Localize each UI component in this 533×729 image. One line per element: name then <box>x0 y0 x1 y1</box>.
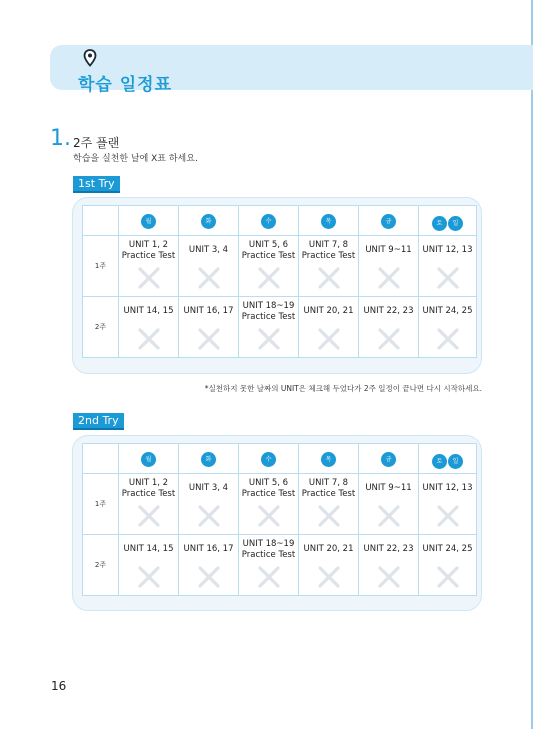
day-header <box>299 206 359 236</box>
day-badge: 화 <box>201 214 216 229</box>
unit-label: UNIT 7, 8 <box>308 477 349 488</box>
day-header <box>299 444 359 474</box>
x-mark-icon <box>137 266 161 290</box>
corner-cell <box>83 444 119 474</box>
page-number: 16 <box>51 679 67 693</box>
unit-label: Practice Test <box>241 250 296 261</box>
day-badge: 화 <box>201 452 216 467</box>
x-mark-icon <box>257 327 281 351</box>
header-row <box>83 206 477 236</box>
schedule-cell[interactable] <box>419 474 477 535</box>
x-mark-icon <box>317 565 341 589</box>
schedule-cell[interactable] <box>179 535 239 596</box>
unit-label: Practice Test <box>121 488 176 499</box>
schedule-cell[interactable] <box>299 297 359 358</box>
schedule-cell[interactable] <box>299 474 359 535</box>
unit-label: UNIT 22, 23 <box>363 306 414 316</box>
x-mark-icon <box>137 327 161 351</box>
unit-label: UNIT 14, 15 <box>123 544 174 554</box>
unit-label: Practice Test <box>301 250 356 261</box>
week-label: 1주 <box>83 474 119 535</box>
day-header <box>179 444 239 474</box>
day-header <box>119 444 179 474</box>
unit-label: UNIT 9~11 <box>365 483 412 493</box>
x-mark-icon <box>257 565 281 589</box>
day-badge: 목 <box>321 452 336 467</box>
unit-label: UNIT 16, 17 <box>183 306 234 316</box>
schedule-cell[interactable] <box>359 236 419 297</box>
x-mark-icon <box>317 266 341 290</box>
unit-label: UNIT 18~19 <box>242 300 295 311</box>
unit-label: UNIT 20, 21 <box>303 306 354 316</box>
x-mark-icon <box>257 266 281 290</box>
day-badge: 월 <box>141 452 156 467</box>
note-text: *실천하지 못한 날짜의 UNIT은 체크해 두었다가 2주 일정이 끝나면 다시 시작하세요. <box>204 384 482 393</box>
week-label: 2주 <box>83 297 119 358</box>
header-row <box>83 444 477 474</box>
unit-label: UNIT 12, 13 <box>422 483 473 493</box>
unit-label: UNIT 20, 21 <box>303 544 354 554</box>
x-mark-icon <box>257 504 281 528</box>
day-header-weekend <box>419 206 477 236</box>
schedule-cell[interactable] <box>179 474 239 535</box>
unit-label: UNIT 18~19 <box>242 538 295 549</box>
schedule-cell[interactable] <box>239 236 299 297</box>
unit-label: UNIT 24, 25 <box>422 544 473 554</box>
page-title: 학습 일정표 <box>78 75 173 95</box>
day-header <box>239 444 299 474</box>
week-row <box>83 535 477 596</box>
x-mark-icon <box>377 327 401 351</box>
unit-label: UNIT 5, 6 <box>248 239 289 250</box>
schedule-table-1 <box>82 205 477 358</box>
day-badge: 목 <box>321 214 336 229</box>
unit-label: UNIT 5, 6 <box>248 477 289 488</box>
day-badge: 일 <box>448 454 463 469</box>
schedule-cell[interactable] <box>119 236 179 297</box>
day-badge: 수 <box>261 214 276 229</box>
unit-label: UNIT 9~11 <box>365 245 412 255</box>
unit-label: Practice Test <box>241 549 296 560</box>
try-badge-2: 2nd Try <box>73 413 124 430</box>
unit-label: UNIT 24, 25 <box>422 306 473 316</box>
schedule-cell[interactable] <box>239 474 299 535</box>
x-mark-icon <box>197 504 221 528</box>
schedule-cell[interactable] <box>299 236 359 297</box>
schedule-cell[interactable] <box>119 474 179 535</box>
section-number: 1. <box>50 126 71 151</box>
day-header <box>359 206 419 236</box>
unit-label: UNIT 16, 17 <box>183 544 234 554</box>
x-mark-icon <box>197 327 221 351</box>
schedule-cell[interactable] <box>239 297 299 358</box>
unit-label: UNIT 1, 2 <box>128 239 169 250</box>
location-pin-icon <box>83 49 97 67</box>
day-badge: 토 <box>432 454 447 469</box>
schedule-table-2 <box>82 443 477 596</box>
day-badge: 금 <box>381 452 396 467</box>
schedule-cell[interactable] <box>419 236 477 297</box>
unit-label: Practice Test <box>301 488 356 499</box>
unit-label: UNIT 12, 13 <box>422 245 473 255</box>
schedule-card-1 <box>72 197 482 374</box>
unit-label: UNIT 7, 8 <box>308 239 349 250</box>
x-mark-icon <box>436 504 460 528</box>
day-header <box>179 206 239 236</box>
day-badge: 수 <box>261 452 276 467</box>
schedule-cell[interactable] <box>179 236 239 297</box>
day-header <box>119 206 179 236</box>
schedule-cell[interactable] <box>359 535 419 596</box>
x-mark-icon <box>436 327 460 351</box>
section-title: 2주 플랜 <box>73 136 120 150</box>
week-row <box>83 236 477 297</box>
unit-label: UNIT 22, 23 <box>363 544 414 554</box>
unit-label: Practice Test <box>241 488 296 499</box>
unit-label: UNIT 3, 4 <box>188 245 229 255</box>
day-badge: 월 <box>141 214 156 229</box>
x-mark-icon <box>317 327 341 351</box>
week-row <box>83 474 477 535</box>
schedule-cell[interactable] <box>239 535 299 596</box>
unit-label: UNIT 14, 15 <box>123 306 174 316</box>
schedule-cell[interactable] <box>359 474 419 535</box>
corner-cell <box>83 206 119 236</box>
week-label: 2주 <box>83 535 119 596</box>
x-mark-icon <box>436 565 460 589</box>
x-mark-icon <box>197 266 221 290</box>
week-row <box>83 297 477 358</box>
section-description: 학습을 실천한 날에 X표 하세요. <box>73 154 198 164</box>
unit-label: Practice Test <box>241 311 296 322</box>
schedule-cell[interactable] <box>419 535 477 596</box>
schedule-cell[interactable] <box>419 297 477 358</box>
x-mark-icon <box>137 565 161 589</box>
x-mark-icon <box>377 565 401 589</box>
day-header-weekend <box>419 444 477 474</box>
schedule-card-2 <box>72 435 482 611</box>
schedule-cell[interactable] <box>119 535 179 596</box>
try-badge-1: 1st Try <box>73 176 120 193</box>
unit-label: UNIT 1, 2 <box>128 477 169 488</box>
x-mark-icon <box>377 266 401 290</box>
day-header <box>239 206 299 236</box>
day-badge: 금 <box>381 214 396 229</box>
schedule-cell[interactable] <box>119 297 179 358</box>
x-mark-icon <box>137 504 161 528</box>
schedule-cell[interactable] <box>179 297 239 358</box>
x-mark-icon <box>377 504 401 528</box>
week-label: 1주 <box>83 236 119 297</box>
schedule-cell[interactable] <box>359 297 419 358</box>
unit-label: Practice Test <box>121 250 176 261</box>
day-badge: 일 <box>448 216 463 231</box>
x-mark-icon <box>317 504 341 528</box>
day-badge: 토 <box>432 216 447 231</box>
day-header <box>359 444 419 474</box>
x-mark-icon <box>197 565 221 589</box>
x-mark-icon <box>436 266 460 290</box>
unit-label: UNIT 3, 4 <box>188 483 229 493</box>
schedule-cell[interactable] <box>299 535 359 596</box>
